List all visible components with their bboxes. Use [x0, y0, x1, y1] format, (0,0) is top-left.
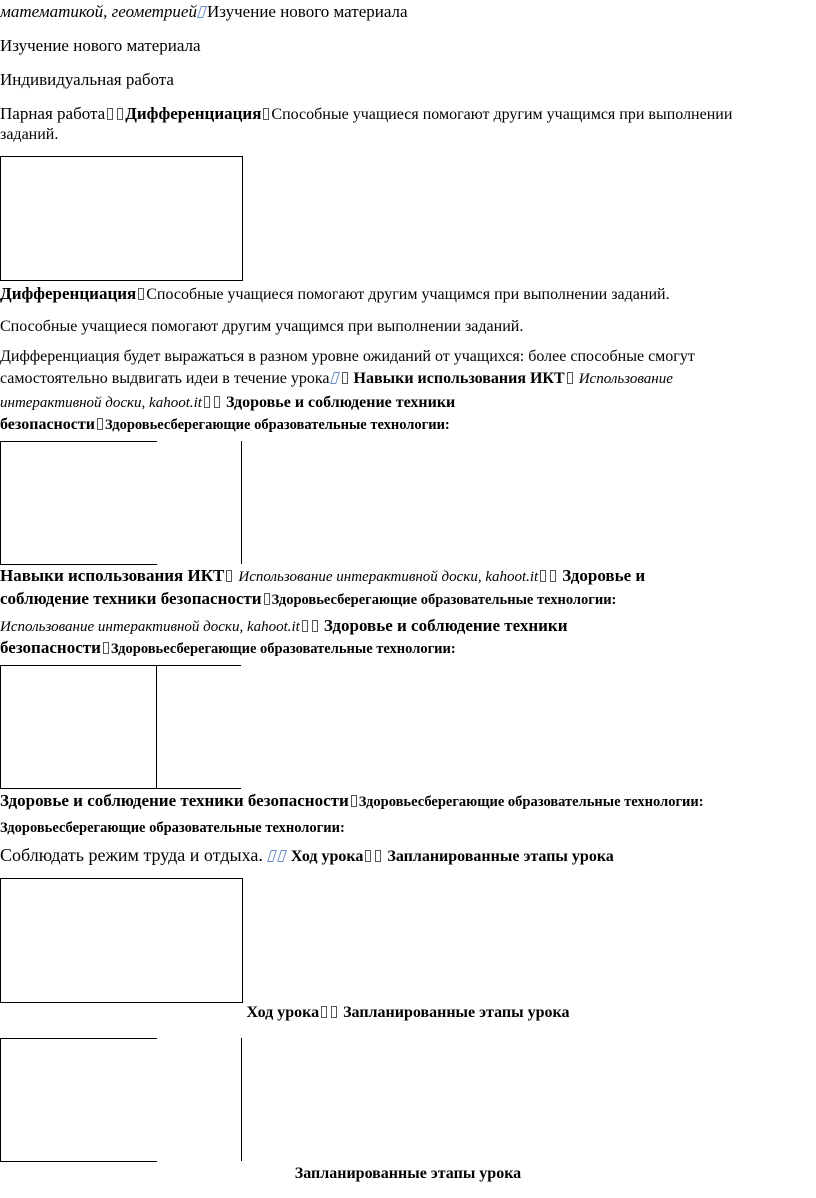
- image-frame-3-bottom: [0, 788, 241, 789]
- line-12-b: Здоровьесберегающие образовательные технологии:: [271, 592, 617, 608]
- image-frame-2-bottom: [0, 564, 157, 565]
- line-3: Индивидуальная работа: [0, 70, 174, 89]
- line-1-italic: математикой, геометрией: [0, 2, 197, 21]
- line-15-a: Здоровье и соблюдение техники безопасности: [0, 791, 349, 810]
- line-4-cont: заданий.: [0, 126, 59, 143]
- line-11: [0, 566, 645, 586]
- line-14-a: безопасности: [0, 638, 101, 657]
- missing-glyph-icon: [214, 396, 220, 408]
- line-5: [0, 284, 670, 304]
- image-frame-5-top: [0, 1038, 157, 1039]
- line-14: [0, 638, 456, 658]
- image-frame-5-right: [241, 1038, 242, 1161]
- line-19: Запланированные этапы урока: [294, 1165, 522, 1182]
- line-7: Дифференциация будет выражаться в разном уровне ожиданий от учащихся: более способные смогут: [0, 348, 695, 365]
- line-18-b: Запланированные этапы урока: [343, 1004, 570, 1021]
- image-frame-3-mid: [156, 665, 157, 788]
- line-1-text: Изучение нового материала: [206, 2, 408, 21]
- line-9-a: интерактивной доски, kahoot.it: [0, 395, 202, 411]
- line-11-a: Навыки использования ИКТ: [0, 566, 225, 585]
- missing-glyph-icon: [226, 570, 232, 582]
- image-placeholder-1: [0, 156, 243, 281]
- line-14-b: Здоровьесберегающие образовательные технологии:: [110, 641, 456, 657]
- line-10: [0, 416, 450, 434]
- line-13: [0, 616, 568, 636]
- line-4-c: Способные учащиеся помогают другим учащимся при выполнении: [271, 106, 733, 123]
- line-8-c: Использование: [578, 371, 673, 387]
- line-5-b: Дифференциация: [0, 284, 137, 303]
- line-15: [0, 791, 704, 811]
- line-6: Способные учащиеся помогают другим учащимся при выполнении заданий.: [0, 318, 524, 335]
- line-11-c: Здоровье и: [562, 566, 646, 585]
- line-15-b: Здоровьесберегающие образовательные технологии:: [358, 794, 704, 810]
- line-17: [0, 845, 614, 866]
- missing-glyph-icon: [263, 108, 269, 120]
- line-17-c: Запланированные этапы урока: [387, 848, 614, 865]
- line-8-b: Навыки использования ИКТ: [353, 370, 565, 387]
- line-18: [0, 1004, 816, 1022]
- line-17-a: Соблюдать режим труда и отдыха.: [0, 845, 263, 865]
- image-frame-5-left: [0, 1038, 1, 1161]
- line-12-a: соблюдение техники безопасности: [0, 589, 262, 608]
- missing-glyph-icon: [365, 850, 371, 862]
- line-13-b: Здоровье и соблюдение техники: [323, 616, 568, 635]
- line-16: Здоровьесберегающие образовательные технологии:: [0, 820, 345, 836]
- missing-glyph-icon: [540, 570, 546, 582]
- line-18-a: Ход урока: [246, 1004, 320, 1021]
- image-frame-2-right: [241, 441, 242, 564]
- missing-glyph-icon: [331, 1006, 337, 1018]
- image-frame-2-left: [0, 441, 1, 564]
- line-4-a: Парная работа: [0, 104, 106, 123]
- missing-glyph-icon: [197, 6, 207, 18]
- missing-glyph-icon: [117, 108, 123, 120]
- image-frame-2-top: [0, 441, 157, 442]
- line-9: [0, 394, 455, 412]
- missing-glyph-icon: [97, 418, 103, 430]
- line-9-b: Здоровье и соблюдение техники: [225, 394, 456, 411]
- image-placeholder-4: [0, 878, 243, 1003]
- missing-glyph-icon: [550, 570, 556, 582]
- missing-glyph-icon: [204, 396, 210, 408]
- missing-glyph-icon: [375, 850, 381, 862]
- line-17-b: Ход урока: [290, 848, 364, 865]
- line-1: [0, 2, 408, 22]
- line-10-a: безопасности: [0, 416, 95, 433]
- line-4-b: Дифференциация: [125, 104, 262, 123]
- missing-glyph-icon: [351, 795, 357, 807]
- line-2: Изучение нового материала: [0, 36, 201, 55]
- line-12: [0, 589, 616, 609]
- missing-glyph-icon: [264, 593, 270, 605]
- line-11-b: Использование интерактивной доски, kahoot.it: [238, 569, 539, 585]
- missing-glyph-icon: [567, 372, 573, 384]
- missing-glyph-icon: [302, 620, 308, 632]
- line-13-a: Использование интерактивной доски, kahoot.it: [0, 619, 300, 635]
- missing-glyph-icon: [107, 108, 113, 120]
- missing-glyph-icon: [267, 850, 277, 862]
- missing-glyph-icon: [312, 620, 318, 632]
- missing-glyph-icon: [138, 288, 144, 300]
- missing-glyph-icon: [342, 372, 348, 384]
- image-frame-3-top: [0, 665, 241, 666]
- image-frame-3-left: [0, 665, 1, 788]
- line-10-b: Здоровьесберегающие образовательные технологии:: [104, 417, 450, 433]
- line-8: [0, 370, 673, 388]
- missing-glyph-icon: [330, 372, 340, 384]
- image-frame-5-bottom: [0, 1161, 157, 1162]
- line-4: [0, 104, 732, 124]
- missing-glyph-icon: [321, 1006, 327, 1018]
- line-5-c: Способные учащиеся помогают другим учащимся при выполнении заданий.: [146, 286, 670, 303]
- missing-glyph-icon: [103, 642, 109, 654]
- missing-glyph-icon: [277, 850, 287, 862]
- line-8-a: самостоятельно выдвигать идеи в течение урока: [0, 370, 330, 387]
